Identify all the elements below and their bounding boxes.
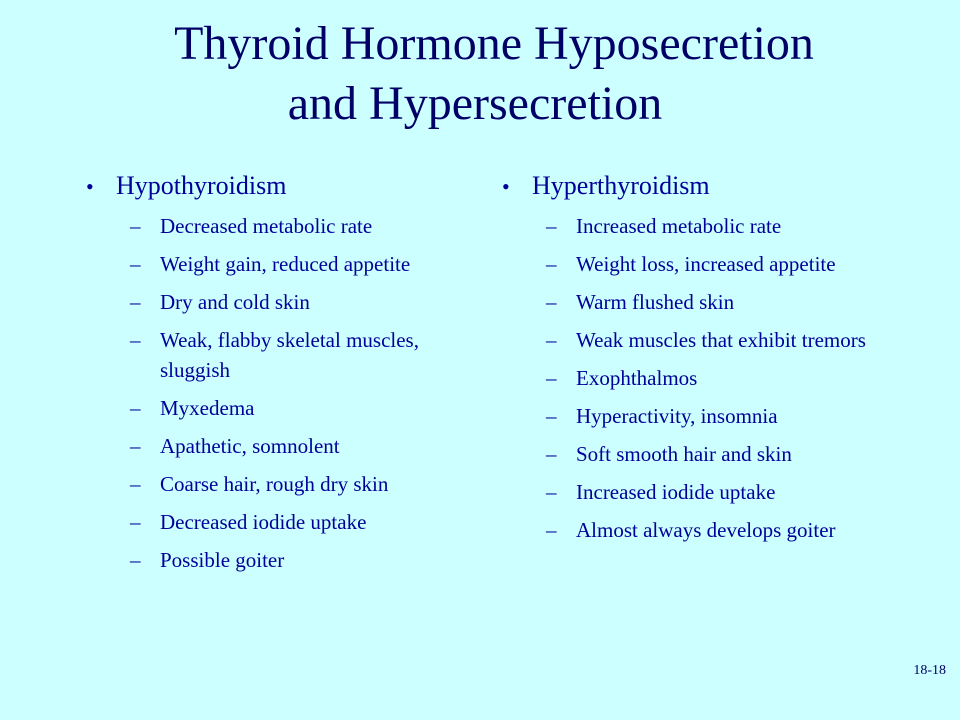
list-item [546,515,902,545]
list-item [130,287,476,317]
list-item [546,401,902,431]
title-line-2: and Hypersecretion [287,77,663,130]
list-item-text: Decreased iodide uptake [160,510,367,534]
list-item-text: Decreased metabolic rate [160,214,373,238]
dash-icon: – [546,328,557,352]
list-item-text: Apathetic, somnolent [160,434,340,458]
dash-icon: – [130,290,141,314]
heading-label: Hyperthyroidism [532,171,710,200]
list-item [546,287,902,317]
list-item [130,325,476,385]
list-item-text: Weak, flabby skeletal muscles, sluggish [160,328,419,382]
bullet-icon: • [502,174,510,199]
column-heading [86,168,476,205]
list-item-text: Increased metabolic rate [576,214,782,238]
symptom-list [86,211,476,575]
dash-icon: – [130,328,141,352]
list-item-text: Soft smooth hair and skin [576,442,792,466]
list-item-text: Weight loss, increased appetite [576,252,836,276]
bullet-icon: • [86,174,94,199]
dash-icon: – [546,480,557,504]
dash-icon: – [546,290,557,314]
list-item [546,325,902,355]
list-item [130,211,476,241]
list-item-text: Myxedema [160,396,255,420]
list-item-text: Weak muscles that exhibit tremors [576,328,866,352]
dash-icon: – [546,214,557,238]
hyperthyroidism-column [502,168,902,553]
dash-icon: – [546,404,557,428]
list-item-text: Coarse hair, rough dry skin [160,472,389,496]
dash-icon: – [130,510,141,534]
list-item [130,393,476,423]
list-item-text: Possible goiter [160,548,285,572]
dash-icon: – [130,434,141,458]
symptom-list [502,211,902,545]
list-item [546,477,902,507]
dash-icon: – [130,252,141,276]
dash-icon: – [130,214,141,238]
list-item-text: Exophthalmos [576,366,698,390]
list-item [546,249,902,279]
list-item-text: Warm flushed skin [576,290,735,314]
dash-icon: – [130,396,141,420]
list-item [546,439,902,469]
dash-icon: – [546,442,557,466]
heading-label: Hypothyroidism [116,171,287,200]
slide-title [0,14,960,134]
list-item [130,507,476,537]
slide-number: 18-18 [913,663,946,678]
title-line-1: Thyroid Hormone Hyposecretion [174,17,814,70]
dash-icon: – [546,518,557,542]
list-item-text: Almost always develops goiter [576,518,836,542]
list-item-text: Weight gain, reduced appetite [160,252,411,276]
dash-icon: – [546,366,557,390]
list-item-text: Hyperactivity, insomnia [576,404,778,428]
list-item [130,469,476,499]
list-item-text: Increased iodide uptake [576,480,776,504]
dash-icon: – [130,472,141,496]
list-item-text: Dry and cold skin [160,290,310,314]
column-heading [502,168,902,205]
hypothyroidism-column [86,168,476,583]
list-item [546,363,902,393]
dash-icon: – [546,252,557,276]
list-item [130,249,476,279]
list-item [130,431,476,461]
list-item [546,211,902,241]
dash-icon: – [130,548,141,572]
list-item [130,545,476,575]
